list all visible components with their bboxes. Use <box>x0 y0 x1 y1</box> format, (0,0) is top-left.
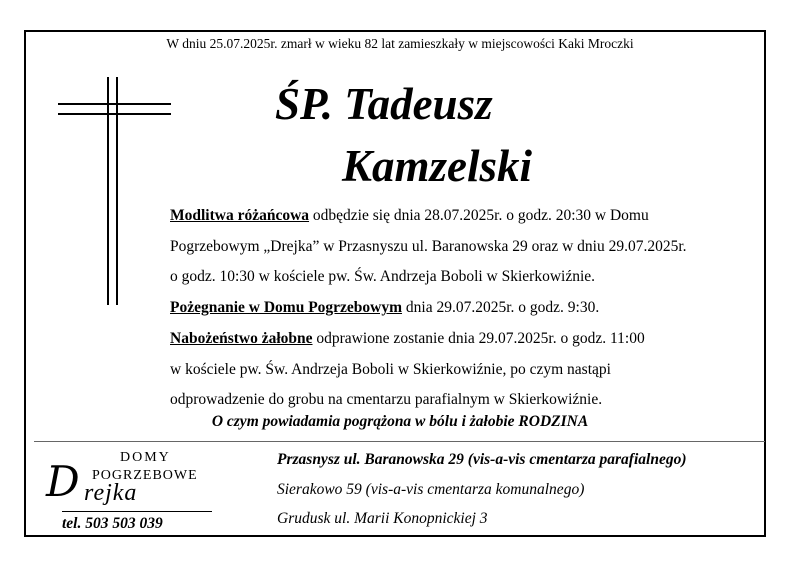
mass-text: odprawione zostanie dnia 29.07.2025r. o godz. 11:00 <box>312 329 645 347</box>
address-sierakowo: Sierakowo 59 (vis-a-vis cmentarza komunalnego) <box>277 481 585 498</box>
cross-vertical-bar <box>116 77 118 305</box>
rosary-label: Modlitwa różańcowa <box>170 207 310 224</box>
deceased-name-line1: ŚP. Tadeusz <box>275 79 493 129</box>
rosary-line-1 <box>170 201 770 232</box>
mass-line-3: odprowadzenie do grobu na cmentarzu parafialnym w Skierkowiźnie. <box>170 391 603 409</box>
death-announcement: W dniu 25.07.2025r. zmarł w wieku 82 lat zamieszkały w miejscowości Kaki Mroczki <box>166 36 634 51</box>
farewell-label: Pożegnanie w Domu Pogrzebowym <box>170 299 403 317</box>
cross-horizontal-bar <box>58 103 171 105</box>
rosary-line-2: Pogrzebowym „Drejka” w Przasnyszu ul. Baranowska 29 oraz w dniu 29.07.2025r. <box>170 237 687 255</box>
family-note: O czym powiadamia pogrążona w bólu i żałobie RODZINA <box>211 413 589 430</box>
mass-line-2: w kościele pw. Św. Andrzeja Boboli w Skierkowiźnie, po czym nastąpi <box>170 360 611 378</box>
ceremony-details <box>170 201 770 416</box>
rosary-line-3: o godz. 10:30 w kościele pw. Św. Andrzeja Boboli w Skierkowiźnie. <box>170 268 596 286</box>
cross-vertical-bar <box>107 77 109 305</box>
logo-domy-text: DOMY <box>120 450 171 465</box>
funeral-home-logo <box>40 450 220 520</box>
funeral-home-phone: tel. 503 503 039 <box>62 515 163 532</box>
cross-horizontal-bar <box>58 113 171 115</box>
logo-d-letter: D <box>46 457 80 506</box>
farewell-line <box>170 293 770 324</box>
address-przasnysz: Przasnysz ul. Baranowska 29 (vis-a-vis cmentarza parafialnego) <box>277 451 687 468</box>
mass-label: Nabożeństwo żałobne <box>170 329 313 347</box>
farewell-text: dnia 29.07.2025r. o godz. 9:30. <box>402 299 600 317</box>
logo-rejka-text: rejka <box>84 480 138 506</box>
address-grudusk: Grudusk ul. Marii Konopnickiej 3 <box>277 510 488 527</box>
mass-line-1 <box>170 324 770 355</box>
logo-pogrzebowe-text: POGRZEBOWE <box>92 468 198 483</box>
divider <box>34 441 765 442</box>
rosary-text: odbędzie się dnia 28.07.2025r. o godz. 20:30 w Domu <box>309 207 649 224</box>
deceased-name-line2: Kamzelski <box>342 141 533 191</box>
logo-underline <box>62 511 212 512</box>
